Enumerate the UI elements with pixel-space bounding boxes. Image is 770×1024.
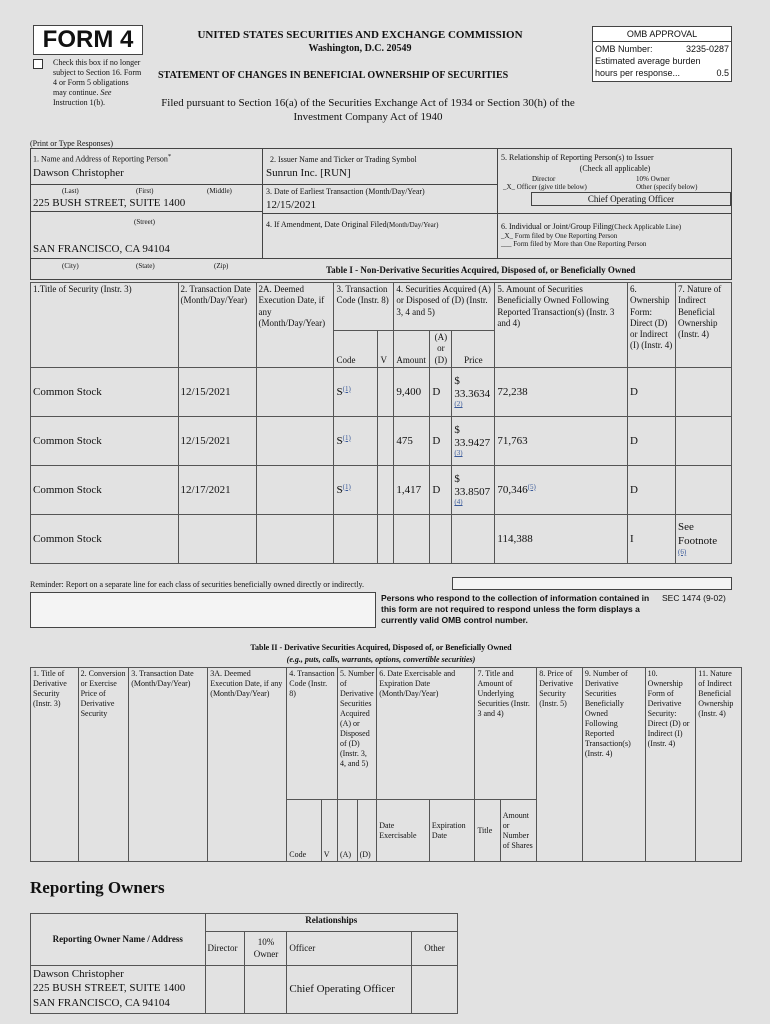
code-footnote-fn[interactable]: (1) <box>342 384 351 393</box>
code-footnote-value: S <box>336 385 343 398</box>
t1-sub-amount: Amount <box>394 331 430 368</box>
form-title: FORM 4 <box>42 26 134 53</box>
check-see: See <box>100 88 112 97</box>
owner-row-name <box>31 966 206 1014</box>
owners-col-other: Other <box>412 932 458 966</box>
owner-city: SAN FRANCISCO, CA 94104 <box>33 996 170 1009</box>
check-instruction: Instruction 1(b). <box>53 98 105 107</box>
reporting-name-label: 1. Name and Address of Reporting Person* <box>33 153 172 164</box>
row-price <box>452 367 495 416</box>
print-type: (Print or Type Responses) <box>30 139 114 148</box>
row-amount <box>394 514 430 563</box>
t1-h3: 3. Transaction Code (Instr. 8) <box>334 283 394 331</box>
row-title: Common Stock <box>31 367 179 416</box>
divider-row1 <box>30 184 262 185</box>
divider-row4 <box>263 213 497 214</box>
table-row <box>31 465 732 514</box>
owned-footnote-value: 114,388 <box>497 532 533 545</box>
no-longer-subject-checkbox[interactable] <box>33 59 43 69</box>
nature-value: See Footnote <box>678 521 718 547</box>
statement-title: STATEMENT OF CHANGES IN BENEFICIAL OWNERSHIP OF SECURITIES <box>158 70 509 81</box>
amendment-label: 4. If Amendment, Date Original Filed(Month/Day/Year) <box>266 220 439 229</box>
row-deemed <box>256 514 334 563</box>
row-code <box>334 367 378 416</box>
t2-sub-v: V <box>321 800 337 862</box>
t2-sub-amount: Amount or Number of Shares <box>500 800 536 862</box>
check-text: Check this box if no longer subject to Section 16. Form 4 or Form 5 obligations may continue. <box>53 58 142 97</box>
row-title: Common Stock <box>31 416 179 465</box>
owner-name: Dawson Christopher <box>33 968 124 980</box>
row-v <box>378 514 394 563</box>
row-amount: 1,417 <box>394 465 430 514</box>
code-footnote-fn[interactable]: (1) <box>342 433 351 442</box>
code-footnote-value: S <box>336 483 343 496</box>
row-nature <box>676 514 732 563</box>
label-city: (City) <box>62 262 79 270</box>
row-price <box>452 465 495 514</box>
city-value: SAN FRANCISCO, CA 94104 <box>33 243 170 255</box>
code-footnote-fn[interactable]: (1) <box>342 482 351 491</box>
row-ad: D <box>430 416 452 465</box>
divider-row5 <box>498 213 732 214</box>
row-title: Common Stock <box>31 465 179 514</box>
row-nature <box>676 416 732 465</box>
price-value: $ 33.9427 <box>454 424 491 449</box>
row-code <box>334 416 378 465</box>
row-owned <box>495 416 628 465</box>
table2-title: Table II - Derivative Securities Acquired, Disposed of, or Beneficially Owned <box>250 643 512 652</box>
earliest-date-value: 12/15/2021 <box>266 199 317 211</box>
amendment-label-small: (Month/Day/Year) <box>386 221 439 229</box>
price-footnote-fn[interactable]: (2) <box>454 400 463 409</box>
row-deemed <box>256 416 334 465</box>
table-row <box>31 367 732 416</box>
filing-label-small: (Check Applicable Line) <box>611 223 682 231</box>
owners-col-director: Director <box>205 932 245 966</box>
omb-hours-label: hours per response... <box>595 68 681 78</box>
filing-one: _X_ Form filed by One Reporting Person <box>501 232 618 240</box>
earliest-date-label: 3. Date of Earliest Transaction (Month/Day/Year) <box>266 187 425 196</box>
t1-h5: 5. Amount of Securities Beneficially Owned Following Reported Transaction(s) (Instr. 3 and 4) <box>495 283 628 368</box>
reminder: Reminder: Report on a separate line for each class of securities beneficially owned directly or indirectly. <box>30 580 365 589</box>
row-amount: 475 <box>394 416 430 465</box>
omb-approval-box <box>592 26 732 82</box>
reporting-name-value: Dawson Christopher <box>33 167 124 179</box>
owner-director <box>205 966 245 1014</box>
filing-more: ___ Form filed by More than One Reporting Person <box>501 240 647 248</box>
row-v <box>378 367 394 416</box>
t1-sub-v: V <box>378 331 394 368</box>
t2-sub-exercisable: Date Exercisable <box>377 800 430 862</box>
rel-officer: _X_ Officer (give title below) <box>503 183 587 191</box>
owner-ten <box>245 966 287 1014</box>
rel-ten-percent: 10% Owner <box>636 175 670 183</box>
omb-hours: 0.5 <box>716 68 729 78</box>
t2-h10: 10. Ownership Form of Derivative Security: Direct (D) or Indirect (I) (Instr. 4) <box>645 668 696 862</box>
owners-relationships: Relationships <box>205 914 457 932</box>
label-last: (Last) <box>62 187 79 195</box>
table-row <box>31 514 732 563</box>
t1-h4: 4. Securities Acquired (A) or Disposed of (D) (Instr. 3, 4 and 5) <box>394 283 495 331</box>
t2-h3a: 3A. Deemed Execution Date, if any (Month/Day/Year) <box>208 668 287 862</box>
price-value: $ 33.8507 <box>454 473 491 498</box>
issuer-value: Sunrun Inc. [RUN] <box>266 167 351 179</box>
sec-number: SEC 1474 (9-02) <box>662 593 726 603</box>
divider-row3 <box>263 184 497 185</box>
divider-row6 <box>30 258 732 259</box>
filing-label: 6. Individual or Joint/Group Filing(Check Applicable Line) <box>501 222 682 231</box>
persons-field <box>30 592 376 628</box>
row-deemed <box>256 465 334 514</box>
t2-h9: 9. Number of Derivative Securities Beneficially Owned Following Reported Transaction(s) (Instr. 4) <box>582 668 645 862</box>
owners-table <box>30 913 458 1014</box>
rel-other: Other (specify below) <box>636 183 698 191</box>
t1-sub-price: Price <box>452 331 495 368</box>
row-ad: D <box>430 465 452 514</box>
owners-col-ten: 10% Owner <box>245 932 287 966</box>
owned-footnote-value: 72,238 <box>497 385 528 398</box>
nature-footnote-fn[interactable]: (6) <box>678 547 687 556</box>
row-date: 12/15/2021 <box>178 416 256 465</box>
t1-h7: 7. Nature of Indirect Beneficial Ownership (Instr. 4) <box>676 283 732 368</box>
row-nature <box>676 367 732 416</box>
label-state: (State) <box>136 262 155 270</box>
t2-h5: 5. Number of Derivative Securities Acquired (A) or Disposed of (D) (Instr. 3, 4, and 5) <box>337 668 376 800</box>
omb-title: OMB APPROVAL <box>593 27 731 42</box>
row-form: I <box>628 514 676 563</box>
row-price <box>452 514 495 563</box>
t1-sub-ad: (A) or (D) <box>430 331 452 368</box>
row-owned <box>495 514 628 563</box>
t1-h2a: 2A. Deemed Execution Date, if any (Month/Day/Year) <box>256 283 334 368</box>
label-street: (Street) <box>134 218 155 226</box>
row-deemed <box>256 367 334 416</box>
label-middle: (Middle) <box>207 187 232 195</box>
owners-col-name: Reporting Owner Name / Address <box>31 914 206 966</box>
row-date: 12/17/2021 <box>178 465 256 514</box>
t1-sub-code: Code <box>334 331 378 368</box>
row-nature <box>676 465 732 514</box>
t2-sub-d: (D) <box>357 800 377 862</box>
owners-heading: Reporting Owners <box>30 878 165 897</box>
owned-footnote-fn[interactable]: (5) <box>527 482 536 491</box>
label-zip: (Zip) <box>214 262 229 270</box>
row-form: D <box>628 416 676 465</box>
owner-other <box>412 966 458 1014</box>
no-longer-subject-checkbox-row <box>33 58 143 108</box>
row-form: D <box>628 465 676 514</box>
owners-col-officer: Officer <box>287 932 412 966</box>
divider-col1 <box>262 148 263 258</box>
t2-h1: 1. Title of Derivative Security (Instr. 3) <box>31 668 79 862</box>
omb-number: 3235-0287 <box>685 44 729 54</box>
table-row <box>31 416 732 465</box>
row-date: 12/15/2021 <box>178 367 256 416</box>
relationship-sub: (Check all applicable) <box>579 164 651 173</box>
table2 <box>30 667 742 862</box>
table2-subtitle: (e.g., puts, calls, warrants, options, convertible securities) <box>286 655 476 664</box>
t2-sub-title: Title <box>475 800 500 862</box>
row-title: Common Stock <box>31 514 179 563</box>
t2-sub-expiration: Expiration Date <box>429 800 475 862</box>
omb-number-label: OMB Number: <box>595 44 653 54</box>
row-v <box>378 465 394 514</box>
t2-h4: 4. Transaction Code (Instr. 8) <box>287 668 338 800</box>
persons-notice: Persons who respond to the collection of information contained in this form are not required to respond unless the form displays a currently valid OMB control number. <box>381 593 650 626</box>
label-first: (First) <box>136 187 154 195</box>
row-amount: 9,400 <box>394 367 430 416</box>
row-owned <box>495 367 628 416</box>
t1-h2: 2. Transaction Date (Month/Day/Year) <box>178 283 256 368</box>
reporting-name-mark: * <box>167 153 172 160</box>
officer-title-box: Chief Operating Officer <box>531 192 731 206</box>
t2-sub-code: Code <box>287 800 321 862</box>
row-price <box>452 416 495 465</box>
rel-director: Director <box>532 175 556 183</box>
price-footnote-fn[interactable]: (3) <box>454 449 463 458</box>
t2-h8: 8. Price of Derivative Security (Instr. 5) <box>537 668 583 862</box>
owned-footnote-value: 71,763 <box>497 434 528 447</box>
filed-pursuant: Filed pursuant to Section 16(a) of the Securities Exchange Act of 1934 or Section 30(h) of the Investment Company Act of 1940 <box>161 97 575 124</box>
row-ad <box>430 514 452 563</box>
owned-footnote-value: 70,346 <box>497 483 528 496</box>
row-date <box>178 514 256 563</box>
divider-row2 <box>30 211 262 212</box>
t2-h2: 2. Conversion or Exercise Price of Derivative Security <box>78 668 129 862</box>
row-owned <box>495 465 628 514</box>
t2-h11: 11. Nature of Indirect Beneficial Ownership (Instr. 4) <box>696 668 742 862</box>
issuer-label: 2. Issuer Name and Ticker or Trading Symbol <box>270 155 417 164</box>
table1-title: Table I - Non-Derivative Securities Acquired, Disposed of, or Beneficially Owned <box>326 265 636 275</box>
row-ad: D <box>430 367 452 416</box>
table1 <box>30 282 732 564</box>
table1-body <box>31 367 732 563</box>
owner-street: 225 BUSH STREET, SUITE 1400 <box>33 982 186 995</box>
price-footnote-fn[interactable]: (4) <box>454 498 463 507</box>
row-form: D <box>628 367 676 416</box>
t2-h7: 7. Title and Amount of Underlying Securities (Instr. 3 and 4) <box>475 668 537 800</box>
street-value: 225 BUSH STREET, SUITE 1400 <box>33 197 186 209</box>
t1-h1: 1.Title of Security (Instr. 3) <box>31 283 179 368</box>
row-code <box>334 465 378 514</box>
row-code <box>334 514 378 563</box>
agency-city: Washington, D.C. 20549 <box>308 43 412 54</box>
agency-name: UNITED STATES SECURITIES AND EXCHANGE COMMISSION <box>197 29 523 41</box>
code-footnote-value: S <box>336 434 343 447</box>
t2-h3: 3. Transaction Date (Month/Day/Year) <box>129 668 208 862</box>
t2-h6: 6. Date Exercisable and Expiration Date (Month/Day/Year) <box>377 668 475 800</box>
reminder-field <box>452 577 732 590</box>
price-value: $ 33.3634 <box>454 375 491 400</box>
row-v <box>378 416 394 465</box>
t1-h6: 6. Ownership Form: Direct (D) or Indirect (I) (Instr. 4) <box>628 283 676 368</box>
omb-burden: Estimated average burden <box>595 56 701 66</box>
t2-sub-a: (A) <box>337 800 357 862</box>
relationship-label: 5. Relationship of Reporting Person(s) to Issuer <box>501 153 654 162</box>
owner-officer: Chief Operating Officer <box>287 966 412 1014</box>
